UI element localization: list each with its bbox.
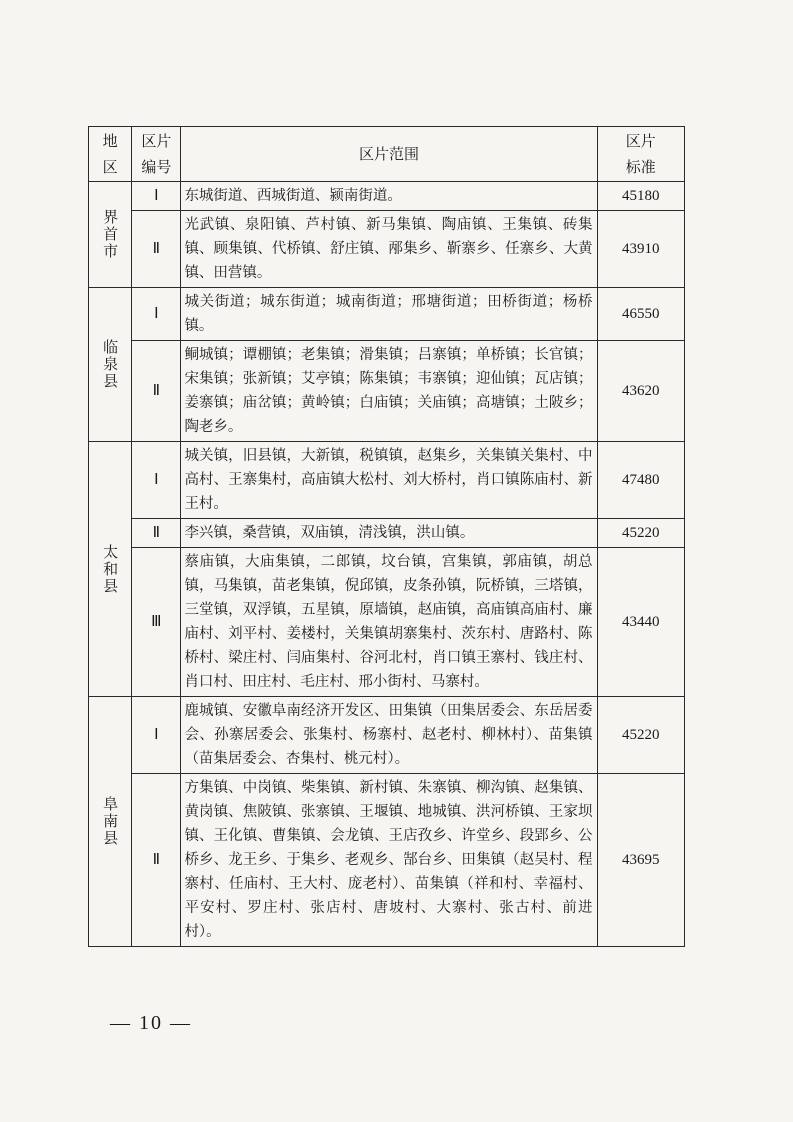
zone-standard: 43620 xyxy=(597,341,684,442)
table-row xyxy=(89,442,685,519)
zone-code: Ⅱ xyxy=(132,211,181,288)
table-header-row xyxy=(89,127,685,182)
table-row xyxy=(89,341,685,442)
zone-code: Ⅲ xyxy=(132,548,181,697)
zone-scope: 李兴镇，桑营镇，双庙镇，清浅镇，洪山镇。 xyxy=(181,519,597,548)
region-cell xyxy=(89,442,132,697)
header-scope: 区片范围 xyxy=(181,127,597,182)
zone-standard: 43910 xyxy=(597,211,684,288)
table-row xyxy=(89,211,685,288)
zone-scope: 鲖城镇；谭棚镇；老集镇；滑集镇；吕寨镇；单桥镇；长官镇；宋集镇；张新镇；艾亭镇；陈集镇；韦寨镇；迎仙镇；瓦店镇；姜寨镇；庙岔镇；黄岭镇；白庙镇；关庙镇；高塘镇；土陂乡；陶老乡。 xyxy=(181,341,597,442)
zone-code: Ⅰ xyxy=(132,697,181,774)
zone-standard: 45220 xyxy=(597,697,684,774)
header-standard: 区片标准 xyxy=(597,127,684,182)
zone-scope: 鹿城镇、安徽阜南经济开发区、田集镇（田集居委会、东岳居委会、孙寨居委会、张集村、杨寨村、赵老村、柳林村）、苗集镇（苗集居委会、杏集村、桃元村）。 xyxy=(181,697,597,774)
zone-scope: 方集镇、中岗镇、柴集镇、新村镇、朱寨镇、柳沟镇、赵集镇、黄岗镇、焦陂镇、张寨镇、王堰镇、地城镇、洪河桥镇、王家坝镇、王化镇、曹集镇、会龙镇、王店孜乡、许堂乡、段郢乡、公桥乡、龙王乡、于集乡、老观乡、郜台乡、田集镇（赵吴村、程寨村、任庙村、王大村、庞老村）、苗集镇（祥和村、幸福村、平安村、罗庄村、张店村、唐坡村、大寨村、张古村、前进村）。 xyxy=(181,774,597,947)
zone-standard: 47480 xyxy=(597,442,684,519)
zone-standard: 45180 xyxy=(597,182,684,211)
region-cell xyxy=(89,697,132,947)
page-number: — 10 — xyxy=(110,1012,192,1034)
zone-scope: 光武镇、泉阳镇、芦村镇、新马集镇、陶庙镇、王集镇、砖集镇、顾集镇、代桥镇、舒庄镇、邴集乡、靳寨乡、任寨乡、大黄镇、田营镇。 xyxy=(181,211,597,288)
table-row xyxy=(89,774,685,947)
zone-scope: 东城街道、西城街道、颍南街道。 xyxy=(181,182,597,211)
table-row xyxy=(89,288,685,341)
region-cell xyxy=(89,288,132,442)
zone-code: Ⅱ xyxy=(132,774,181,947)
zone-code: Ⅰ xyxy=(132,442,181,519)
region-name: 阜南县 xyxy=(101,796,120,847)
zone-scope: 蔡庙镇，大庙集镇，二郎镇，坟台镇，宫集镇，郭庙镇，胡总镇，马集镇，苗老集镇，倪邱镇，皮条孙镇，阮桥镇，三塔镇，三堂镇，双浮镇，五星镇，原墙镇，赵庙镇，高庙镇高庙村、廉庙村、刘平村、姜楼村，关集镇胡寨集村、茨东村、唐路村、陈桥村、梁庄村、闫庙集村、谷河北村，肖口镇王寨村、钱庄村、肖口村、田庄村、毛庄村、邢小街村、马寨村。 xyxy=(181,548,597,697)
land-zone-table xyxy=(88,126,685,947)
zone-standard: 46550 xyxy=(597,288,684,341)
zone-code: Ⅰ xyxy=(132,182,181,211)
region-cell xyxy=(89,182,132,288)
zone-scope: 城关镇，旧县镇，大新镇，税镇镇，赵集乡，关集镇关集村、中高村、王寨集村，高庙镇大松村、刘大桥村，肖口镇陈庙村、新王村。 xyxy=(181,442,597,519)
zone-scope: 城关街道；城东街道；城南街道；邢塘街道；田桥街道；杨桥镇。 xyxy=(181,288,597,341)
zone-code: Ⅰ xyxy=(132,288,181,341)
zone-code: Ⅱ xyxy=(132,519,181,548)
region-name: 临泉县 xyxy=(101,339,120,390)
header-region: 地区 xyxy=(89,127,132,182)
zone-standard: 43440 xyxy=(597,548,684,697)
zone-code: Ⅱ xyxy=(132,341,181,442)
table-row xyxy=(89,182,685,211)
header-code: 区片编号 xyxy=(132,127,181,182)
table-row xyxy=(89,548,685,697)
region-name: 太和县 xyxy=(101,543,120,595)
zone-standard: 43695 xyxy=(597,774,684,947)
table-row xyxy=(89,519,685,548)
region-name: 界首市 xyxy=(101,209,120,260)
zone-standard: 45220 xyxy=(597,519,684,548)
table-row xyxy=(89,697,685,774)
